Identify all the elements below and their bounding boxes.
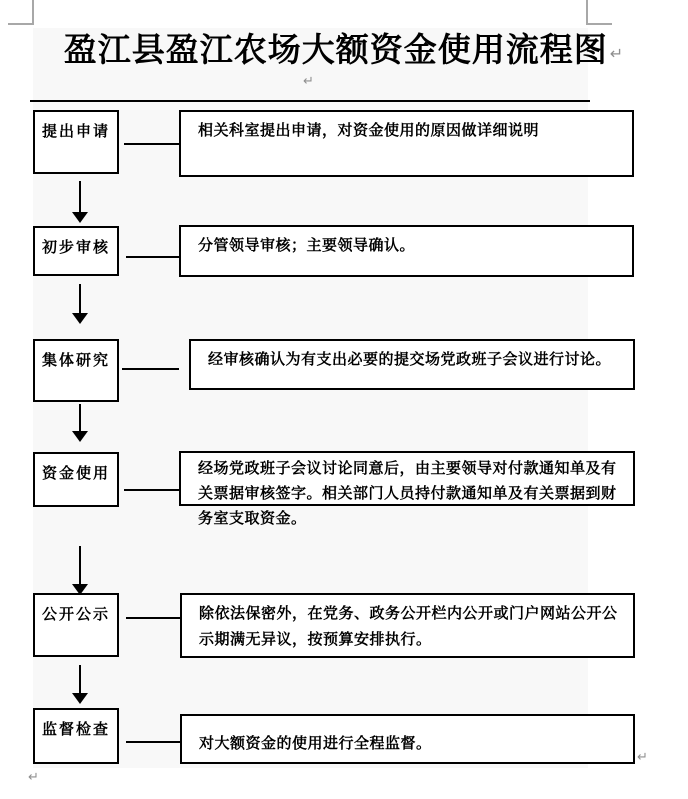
desc-box-6 [180,714,635,764]
connector-line-6 [126,741,180,743]
desc-text-4: 经场党政班子会议讨论同意后，由主要领导对付款通知单及有关票据审核签字。相关部门人员持付款通知单及有关票据到财务室支取资金。 [198,461,617,527]
crop-mark-top-right-vertical [586,0,588,24]
step-label-5: 公开公示 [41,607,110,623]
title-underline [30,100,590,102]
flow-arrow-head-1 [72,212,88,223]
desc-box-4 [179,451,635,527]
step-box-2 [33,226,119,276]
flow-arrow-line-4 [79,546,81,585]
step-label-4: 资金使用 [41,466,110,482]
desc-text-5: 除依法保密外，在党务、政务公开栏内公开或门户网站公开公示期满无异议，按预算安排执行。 [199,606,618,648]
step-label-1: 提出申请 [41,124,110,140]
connector-line-4 [124,489,179,491]
step-label-6: 监督检查 [41,722,110,738]
step-box-3 [33,339,119,402]
flow-arrow-line-1 [79,181,81,213]
desc-text-1: 相关科室提出申请，对资金使用的原因做详细说明 [198,123,540,139]
paragraph-mark-icon: ↵ [303,74,314,89]
step-box-5 [33,593,119,657]
paragraph-mark-icon: ↵ [637,750,648,765]
step-label-2: 初步审核 [41,240,110,256]
desc-text-2: 分管领导审核；主要领导确认。 [198,238,416,254]
desc-text-3: 经审核确认为有支出必要的提交场党政班子会议进行讨论。 [208,352,612,368]
crop-mark-top-left-vertical [32,0,34,24]
step-label-3: 集体研究 [41,353,110,369]
desc-box-3 [189,339,635,390]
desc-text-6: 对大额资金的使用进行全程监督。 [199,736,432,752]
flow-arrow-line-5 [79,665,81,694]
flow-arrow-head-5 [72,693,88,704]
page-title [30,24,658,76]
paragraph-mark-icon: ↵ [609,43,625,63]
step-box-4 [33,452,119,507]
desc-box-2 [179,225,634,277]
flow-arrow-line-2 [79,284,81,314]
connector-line-3 [122,368,179,370]
connector-line-2 [126,256,179,258]
flow-arrow-line-3 [79,404,81,432]
page-title-text: 盈江县盈江农场大额资金使用流程图 [63,33,608,69]
desc-box-1 [179,110,634,177]
desc-box-5 [180,593,635,658]
connector-line-1 [124,143,179,145]
connector-line-5 [126,617,180,619]
paragraph-mark-icon: ↵ [28,770,39,785]
step-box-6 [33,708,119,764]
step-box-1 [33,110,119,174]
flow-arrow-head-3 [72,431,88,442]
flow-arrow-head-2 [72,313,88,324]
